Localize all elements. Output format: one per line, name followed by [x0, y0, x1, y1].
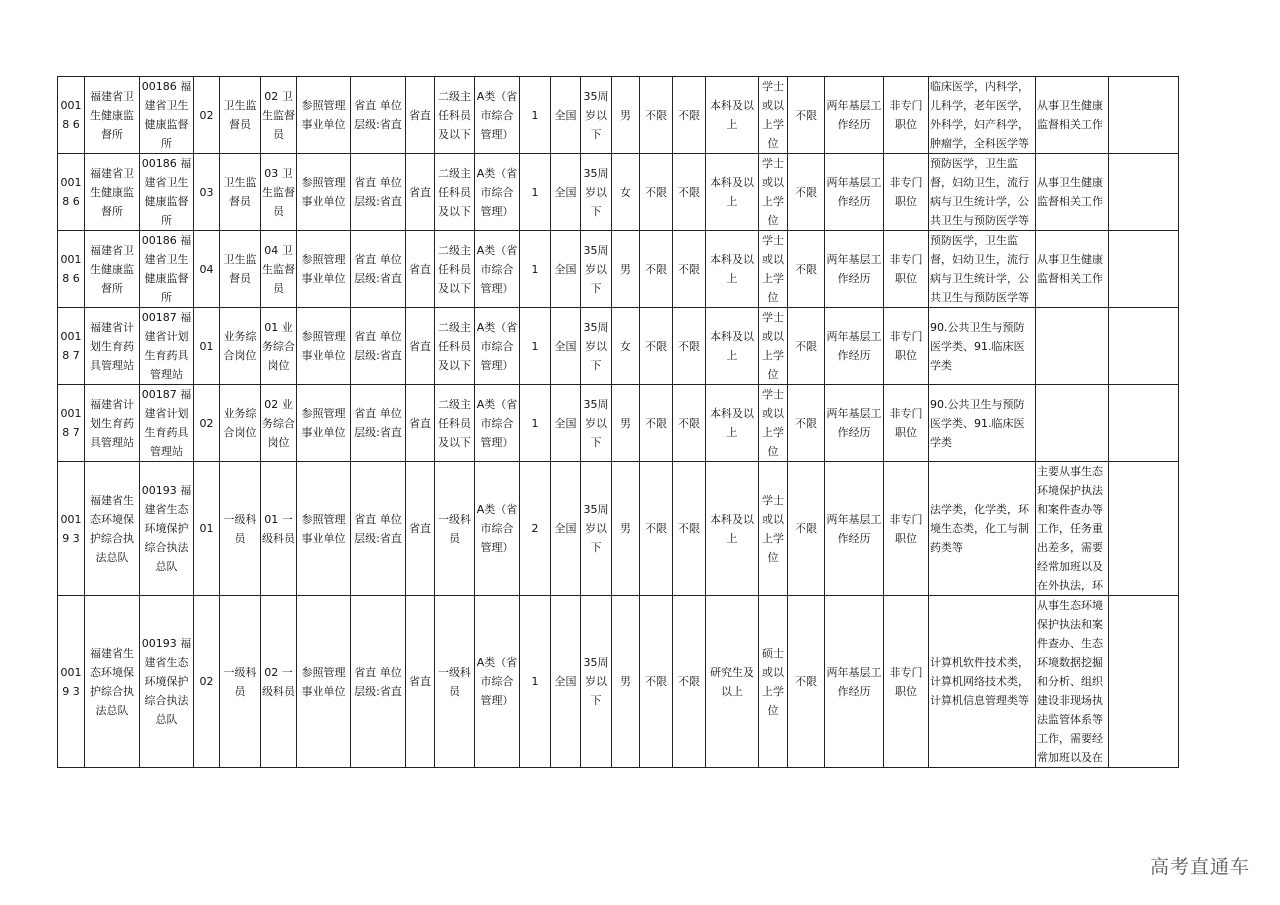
position-table [57, 76, 1179, 768]
table-cell: 一级科员 [435, 462, 475, 596]
table-cell: 1 [520, 385, 551, 462]
table-cell: 省直 单位层级:省直 [351, 385, 406, 462]
table-cell: 男 [612, 77, 640, 154]
table-cell: 2 [520, 462, 551, 596]
table-cell: 福建省卫生健康监督所 [85, 154, 140, 231]
table-cell: 省直 [406, 154, 435, 231]
table-cell: 从事卫生健康监督相关工作 [1036, 77, 1109, 154]
table-cell: 非专门职位 [884, 154, 929, 231]
table-cell: 省直 [406, 77, 435, 154]
table-cell: 本科及以上 [706, 462, 759, 596]
table-cell: 0018 7 [58, 385, 85, 462]
table-cell: 省直 单位层级:省直 [351, 462, 406, 596]
table-cell: 两年基层工作经历 [825, 77, 884, 154]
table-row [58, 154, 1179, 231]
table-cell: 0018 6 [58, 77, 85, 154]
table-cell: 省直 [406, 385, 435, 462]
table-cell: 卫生监督员 [220, 77, 261, 154]
table-cell: 不限 [673, 596, 706, 768]
table-cell: 非专门职位 [884, 77, 929, 154]
table-cell: 不限 [788, 154, 825, 231]
table-cell: 01 [194, 462, 220, 596]
table-cell: 福建省卫生健康监督所 [85, 77, 140, 154]
table-cell: 不限 [788, 462, 825, 596]
table-cell: 福建省计划生育药具管理站 [85, 385, 140, 462]
table-cell: 参照管理事业单位 [297, 308, 351, 385]
table-cell: 主要从事生态环境保护执法和案件查办等工作，任务重出差多，需要经常加班以及在外执法，环 [1036, 462, 1109, 596]
table-cell: 02 [194, 596, 220, 768]
table-cell: 00186 福建省卫生健康监督所 [140, 231, 194, 308]
table-cell: 00186 福建省卫生健康监督所 [140, 154, 194, 231]
table-cell: 02 [194, 77, 220, 154]
table-cell: 男 [612, 462, 640, 596]
table-cell: 35周岁以下 [581, 462, 612, 596]
table-cell: 参照管理事业单位 [297, 231, 351, 308]
table-cell: 学士或以上学位 [759, 154, 788, 231]
table-cell: 不限 [640, 231, 673, 308]
table-cell: 学士或以上学位 [759, 77, 788, 154]
table-cell: A类（省市综合管理） [475, 231, 520, 308]
table-cell: 非专门职位 [884, 385, 929, 462]
table-cell: 00193 福建省生态环境保护综合执法总队 [140, 462, 194, 596]
table-cell: 一级科员 [220, 596, 261, 768]
table-cell: 省直 [406, 596, 435, 768]
watermark: 高考直通车 [1149, 856, 1250, 878]
table-cell: 35周岁以下 [581, 596, 612, 768]
table-cell: 全国 [551, 77, 581, 154]
table-cell: 一级科员 [220, 462, 261, 596]
table-cell: 03 [194, 154, 220, 231]
table-cell: 男 [612, 231, 640, 308]
table-cell: 学士或以上学位 [759, 462, 788, 596]
table-cell [1036, 385, 1109, 462]
table-cell: 两年基层工作经历 [825, 308, 884, 385]
table-row [58, 231, 1179, 308]
table-cell: A类（省市综合管理） [475, 596, 520, 768]
table-cell: 01 业务综合岗位 [261, 308, 297, 385]
table-cell: 不限 [788, 385, 825, 462]
table-cell: 0019 3 [58, 596, 85, 768]
table-cell: 不限 [640, 596, 673, 768]
table-cell: 非专门职位 [884, 231, 929, 308]
table-cell: 本科及以上 [706, 308, 759, 385]
table-cell: 0018 6 [58, 154, 85, 231]
table-cell: 硕士或以上学位 [759, 596, 788, 768]
table-cell: 0018 6 [58, 231, 85, 308]
table-cell: 业务综合岗位 [220, 385, 261, 462]
table-cell: 省直 单位层级:省直 [351, 596, 406, 768]
table-cell: 全国 [551, 462, 581, 596]
table-cell: 业务综合岗位 [220, 308, 261, 385]
table-cell [1109, 77, 1179, 154]
table-cell: 福建省生态环境保护综合执法总队 [85, 462, 140, 596]
table-cell: 35周岁以下 [581, 308, 612, 385]
table-cell [1109, 385, 1179, 462]
table-cell: 临床医学，内科学，儿科学，老年医学，外科学，妇产科学，肿瘤学，全科医学等 [929, 77, 1036, 154]
table-cell: A类（省市综合管理） [475, 462, 520, 596]
table-row [58, 308, 1179, 385]
table-cell: A类（省市综合管理） [475, 308, 520, 385]
table-cell: 计算机软件技术类，计算机网络技术类，计算机信息管理类等 [929, 596, 1036, 768]
table-cell: 不限 [788, 596, 825, 768]
table-cell: 35周岁以下 [581, 77, 612, 154]
table-cell: 04 卫生监督员 [261, 231, 297, 308]
table-cell: 35周岁以下 [581, 154, 612, 231]
table-cell: 二级主任科员及以下 [435, 385, 475, 462]
table-cell: 00193 福建省生态环境保护综合执法总队 [140, 596, 194, 768]
table-cell: 参照管理事业单位 [297, 385, 351, 462]
table-cell: 省直 [406, 462, 435, 596]
table-cell: 02 业务综合岗位 [261, 385, 297, 462]
table-cell: 90.公共卫生与预防医学类、91.临床医学类 [929, 385, 1036, 462]
table-cell: 全国 [551, 231, 581, 308]
table-cell: 不限 [640, 154, 673, 231]
table-cell [1109, 231, 1179, 308]
table-row [58, 462, 1179, 596]
table-cell: 卫生监督员 [220, 231, 261, 308]
table-cell: 不限 [673, 231, 706, 308]
table-cell: A类（省市综合管理） [475, 385, 520, 462]
table-cell: 01 一级科员 [261, 462, 297, 596]
table-cell: 非专门职位 [884, 462, 929, 596]
table-cell: 02 一级科员 [261, 596, 297, 768]
table-cell: 不限 [673, 77, 706, 154]
table-cell: 从事卫生健康监督相关工作 [1036, 154, 1109, 231]
table-row [58, 77, 1179, 154]
table-cell: 省直 [406, 231, 435, 308]
table-cell: 女 [612, 154, 640, 231]
table-cell: 二级主任科员及以下 [435, 77, 475, 154]
table-cell: 04 [194, 231, 220, 308]
table-cell: 不限 [673, 462, 706, 596]
table-cell: 省直 单位层级:省直 [351, 154, 406, 231]
table-cell: 参照管理事业单位 [297, 462, 351, 596]
table-cell: 90.公共卫生与预防医学类、91.临床医学类 [929, 308, 1036, 385]
table-cell [1109, 596, 1179, 768]
table-cell: 省直 单位层级:省直 [351, 77, 406, 154]
table-cell: 二级主任科员及以下 [435, 154, 475, 231]
table-cell: 不限 [788, 77, 825, 154]
table-cell: 非专门职位 [884, 308, 929, 385]
table-cell: 从事卫生健康监督相关工作 [1036, 231, 1109, 308]
table-cell: 参照管理事业单位 [297, 596, 351, 768]
table-cell: 二级主任科员及以下 [435, 308, 475, 385]
table-cell: 男 [612, 385, 640, 462]
table-cell: 不限 [788, 231, 825, 308]
table-cell: 不限 [640, 77, 673, 154]
table-cell: 女 [612, 308, 640, 385]
table-cell: 不限 [640, 308, 673, 385]
table-cell: 02 卫生监督员 [261, 77, 297, 154]
table-cell: 福建省计划生育药具管理站 [85, 308, 140, 385]
table-cell: 不限 [673, 385, 706, 462]
table-cell: 一级科员 [435, 596, 475, 768]
table-cell: 不限 [640, 462, 673, 596]
table-cell: 二级主任科员及以下 [435, 231, 475, 308]
table-cell [1036, 308, 1109, 385]
table-cell: 35周岁以下 [581, 385, 612, 462]
table-cell: A类（省市综合管理） [475, 77, 520, 154]
table-cell: 卫生监督员 [220, 154, 261, 231]
table-cell: 本科及以上 [706, 77, 759, 154]
table-cell: 学士或以上学位 [759, 231, 788, 308]
table-cell: 男 [612, 596, 640, 768]
table-row [58, 385, 1179, 462]
table-cell: 0019 3 [58, 462, 85, 596]
table-cell [1109, 308, 1179, 385]
table-cell: 35周岁以下 [581, 231, 612, 308]
table-cell: 学士或以上学位 [759, 385, 788, 462]
table-cell: 全国 [551, 385, 581, 462]
table-cell: 1 [520, 154, 551, 231]
table-cell: 1 [520, 77, 551, 154]
table-cell: 01 [194, 308, 220, 385]
table-cell: 预防医学，卫生监督，妇幼卫生，流行病与卫生统计学，公共卫生与预防医学等 [929, 154, 1036, 231]
table-cell: 1 [520, 308, 551, 385]
table-cell: 研究生及以上 [706, 596, 759, 768]
table-row [58, 596, 1179, 768]
table-cell: 不限 [673, 154, 706, 231]
table-cell: 学士或以上学位 [759, 308, 788, 385]
table-cell: 两年基层工作经历 [825, 596, 884, 768]
table-cell: 1 [520, 231, 551, 308]
table-cell: 省直 单位层级:省直 [351, 308, 406, 385]
table-cell: 全国 [551, 596, 581, 768]
table-cell: 预防医学，卫生监督，妇幼卫生，流行病与卫生统计学，公共卫生与预防医学等 [929, 231, 1036, 308]
table-cell: 本科及以上 [706, 154, 759, 231]
table-cell: 全国 [551, 154, 581, 231]
table-cell: 法学类，化学类，环境生态类，化工与制药类等 [929, 462, 1036, 596]
table-cell: 两年基层工作经历 [825, 385, 884, 462]
table-cell: 非专门职位 [884, 596, 929, 768]
table-cell: 00187 福建省计划生育药具管理站 [140, 308, 194, 385]
table-cell: 本科及以上 [706, 385, 759, 462]
table-cell: 省直 [406, 308, 435, 385]
table-cell: 参照管理事业单位 [297, 154, 351, 231]
table-cell: 参照管理事业单位 [297, 77, 351, 154]
table-cell: 1 [520, 596, 551, 768]
table-cell: 两年基层工作经历 [825, 462, 884, 596]
table-cell: 不限 [788, 308, 825, 385]
table-cell: 福建省生态环境保护综合执法总队 [85, 596, 140, 768]
table-cell: 两年基层工作经历 [825, 231, 884, 308]
table-cell: 省直 单位层级:省直 [351, 231, 406, 308]
table-cell: 全国 [551, 308, 581, 385]
table-cell: 不限 [673, 308, 706, 385]
table-cell: 03 卫生监督员 [261, 154, 297, 231]
table-cell [1109, 462, 1179, 596]
table-cell [1109, 154, 1179, 231]
table-cell: A类（省市综合管理） [475, 154, 520, 231]
table-cell: 02 [194, 385, 220, 462]
table-cell: 本科及以上 [706, 231, 759, 308]
table-cell: 00186 福建省卫生健康监督所 [140, 77, 194, 154]
table-cell: 从事生态环境保护执法和案件查办、生态环境数据挖掘和分析、组织建设非现场执法监管体系等工作，需要经常加班以及在 [1036, 596, 1109, 768]
table-cell: 福建省卫生健康监督所 [85, 231, 140, 308]
table-cell: 两年基层工作经历 [825, 154, 884, 231]
table-cell: 0018 7 [58, 308, 85, 385]
table-cell: 00187 福建省计划生育药具管理站 [140, 385, 194, 462]
table-cell: 不限 [640, 385, 673, 462]
